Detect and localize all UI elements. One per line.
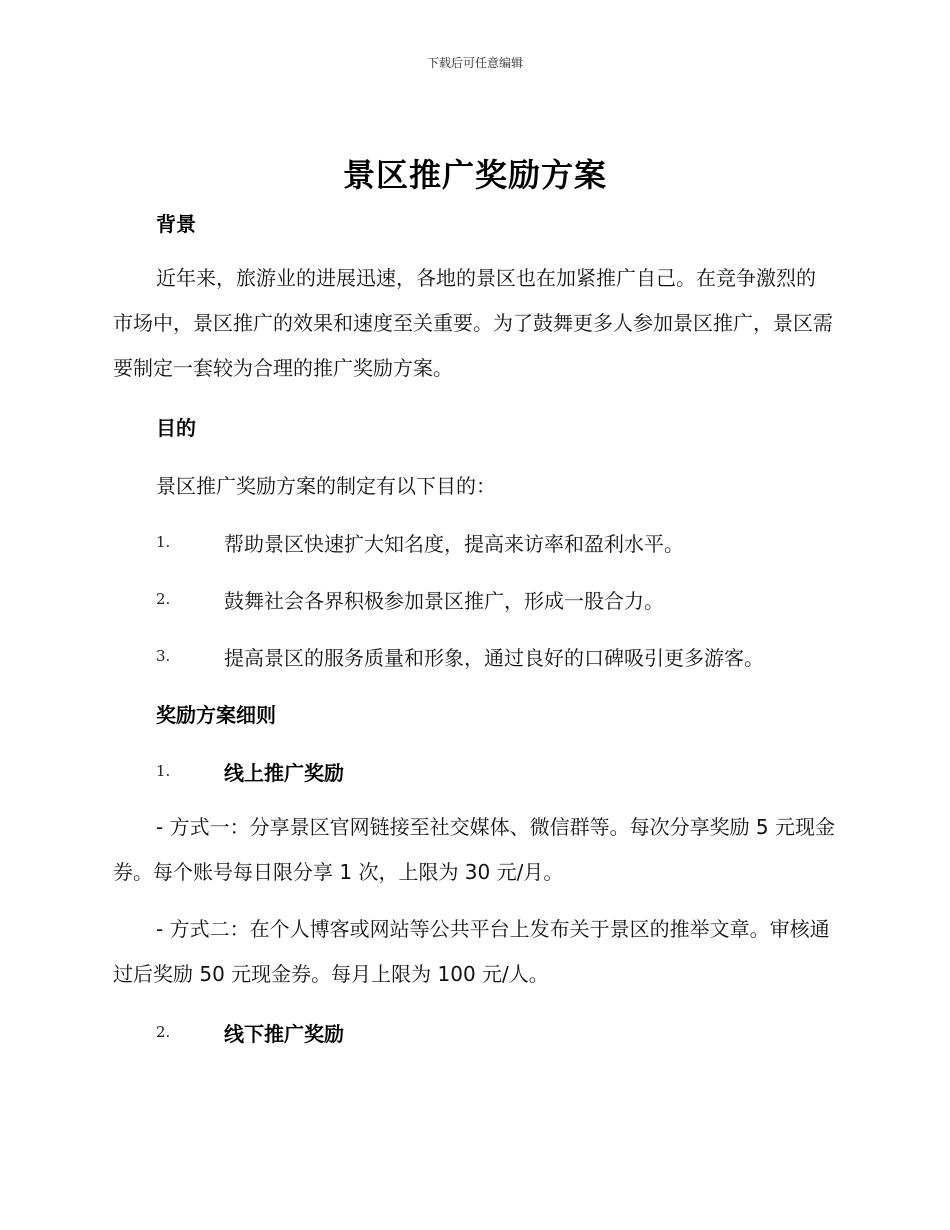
heading-background: 背景 (156, 212, 196, 236)
online-method-1: - 方式一：分享景区官网链接至社交媒体、微信群等。每次分享奖励 5 元现金券。每个账号每日限分享 1 次，上限为 30 元/月。 (113, 815, 836, 884)
background-paragraph: 近年来，旅游业的进展迅速，各地的景区也在加紧推广自己。在竞争激烈的市场中，景区推广的效果和速度至关重要。为了鼓舞更多人参加景区推广，景区需要制定一套较为合理的推广奖励方案。 (113, 266, 833, 380)
list-number: 3. (156, 647, 171, 665)
purpose-intro: 景区推广奖励方案的制定有以下目的： (156, 474, 496, 498)
online-method-2: - 方式二：在个人博客或网站等公共平台上发布关于景区的推举文章。审核通过后奖励 50 元现金券。每月上限为 100 元/人。 (113, 917, 830, 986)
document-title: 景区推广奖励方案 (342, 156, 607, 194)
header-note: 下载后可任意编辑 (426, 56, 523, 70)
list-text: 鼓舞社会各界积极参加景区推广，形成一股合力。 (224, 589, 664, 613)
list-number: 2. (156, 1023, 171, 1041)
online-promotion-title: 线上推广奖励 (224, 761, 344, 785)
list-number: 1. (156, 762, 171, 780)
list-number: 2. (156, 590, 171, 608)
offline-promotion-title: 线下推广奖励 (224, 1022, 344, 1046)
heading-details: 奖励方案细则 (156, 703, 276, 727)
heading-purpose: 目的 (156, 416, 196, 440)
list-text: 帮助景区快速扩大知名度，提高来访率和盈利水平。 (224, 532, 684, 556)
list-text: 提高景区的服务质量和形象，通过良好的口碑吸引更多游客。 (224, 646, 764, 670)
list-number: 1. (156, 533, 171, 551)
